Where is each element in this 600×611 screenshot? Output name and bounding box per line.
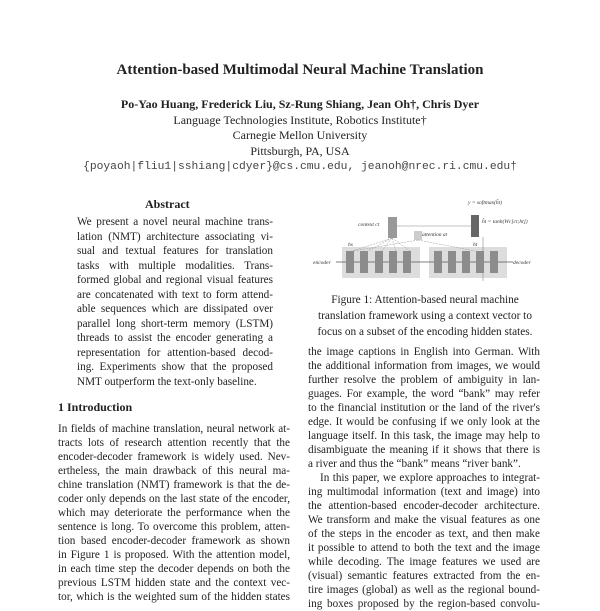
abstract-body	[77, 215, 273, 389]
text-line: threads to assist the encoder generating a	[77, 332, 273, 344]
text-line: the attention-based encoder-decoder architecture.	[308, 500, 540, 512]
caption-line: Figure 1: Attention-based neural machine	[331, 294, 519, 306]
section-heading-introduction: 1 Introduction	[58, 400, 133, 414]
lstm-cell	[448, 251, 456, 273]
attentional-hidden-state	[471, 215, 479, 237]
text-line: tracts lots of research attention recently that the	[58, 437, 290, 449]
lstm-cell	[346, 251, 354, 273]
text-line: encoder-decoder framework is widely used. Nev-	[58, 451, 290, 463]
text-line: ing boxes proposed by the region-based convolu-	[308, 598, 540, 610]
text-line: lation (NMT) architecture associating vi-	[77, 230, 273, 243]
text-line: We present a novel neural machine trans-	[77, 216, 273, 228]
lstm-cell	[360, 251, 368, 273]
text-line: in Figure 1 is proposed. With the attention model,	[58, 549, 290, 561]
text-line: tasks with multiple modalities. Trans-	[77, 259, 273, 272]
text-line: tire images (global) as well as the regional bound-	[308, 584, 540, 596]
text-line: of the steps in the encoder as text, and then make	[308, 528, 540, 540]
caption-line: translation framework using a context vector to	[318, 310, 532, 322]
lstm-cell	[403, 251, 411, 273]
lstm-cell	[462, 251, 470, 273]
text-line: ing multimodal information (text and image) into	[308, 486, 540, 498]
text-line: further resolve the problem of ambiguity in lan-	[308, 374, 540, 386]
text-line: formed global and regional visual features	[77, 274, 273, 286]
text-line: able sequences which are dissipated over	[77, 303, 273, 315]
attention-label: attention at	[422, 232, 448, 238]
lstm-cell	[434, 251, 442, 273]
text-line: NMT outperform the text-only baseline.	[77, 375, 257, 388]
text-line: language itself. In this task, the image may help to	[308, 430, 540, 442]
text-line: ing. Experiments show that the proposed	[77, 361, 273, 373]
context-vector	[388, 217, 397, 238]
caption-line: focus on a subset of the encoding hidden states.	[317, 326, 533, 338]
abstract-heading: Abstract	[145, 197, 190, 211]
attention-vector	[414, 231, 422, 240]
tanh-label: h̃t = tanh(Wc[ct;ht])	[482, 219, 528, 225]
text-line: a river and thus the “bank” means “river bank”.	[308, 458, 521, 470]
author-emails: {poyaoh|fliu1|sshiang|cdyer}@cs.cmu.edu, jeanoh@nrec.ri.cmu.edu†	[83, 161, 517, 173]
lstm-cell	[389, 251, 397, 273]
text-line: tion based encoder-decoder framework as shown	[58, 535, 290, 547]
text-line: In this paper, we explore approaches to integrat-	[320, 472, 540, 484]
text-line: parallel long short-term memory (LSTM)	[77, 317, 273, 330]
right-column-body	[308, 345, 540, 611]
context-label: context ct	[358, 222, 380, 228]
affiliation-location: Pittsburgh, PA, USA	[250, 144, 350, 158]
ht-label: ht	[473, 242, 478, 248]
text-line: which may deteriorate the performance when the	[58, 507, 290, 519]
text-line: sentence is long. To overcome this problem, atten-	[58, 521, 290, 533]
encoder-label: encoder	[313, 260, 331, 266]
affiliation-university: Carnegie Mellon University	[232, 128, 368, 142]
text-line: are concatenated with text to form attend-	[77, 288, 273, 301]
text-line: We transform and make the visual features as one	[308, 514, 540, 526]
text-line: guages. For example, the word “bank” may refer	[308, 388, 540, 400]
softmax-label: y = softmax(h̃t)	[468, 200, 502, 206]
authors: Po-Yao Huang, Frederick Liu, Sz-Rung Shiang, Jean Oh†, Chris Dyer	[120, 97, 480, 111]
text-line: the additional information from images, we would	[308, 360, 540, 372]
text-line: edge. It would be confusing if we only look at the	[308, 416, 540, 428]
introduction-body	[58, 422, 290, 604]
paper-title: Attention-based Multimodal Neural Machine Translation	[116, 62, 484, 78]
text-line: it possible to attend to both the text and the image	[308, 542, 540, 554]
figure-1-diagram	[308, 196, 540, 286]
lstm-cell	[375, 251, 383, 273]
text-line: sual and textual features for translation	[77, 245, 273, 257]
text-line: disambiguate the meaning if it shows that there is	[308, 444, 540, 456]
lstm-cell	[490, 251, 498, 273]
text-line: chine translation (NMT) framework is that the de-	[58, 479, 290, 491]
text-line: representation for attention-based decod-	[77, 346, 273, 359]
text-line: the image captions in English into German. With	[308, 346, 540, 358]
figure-1-caption	[300, 292, 550, 340]
text-line: coder only depends on the last state of the encoder,	[58, 493, 290, 505]
text-line: to the financial institution or the land of the river's	[308, 402, 540, 414]
text-line: in each time step the decoder depends on both the	[58, 563, 290, 575]
text-line: previous LSTM hidden state and the context vec-	[58, 577, 290, 589]
hs-label: hs	[348, 242, 353, 248]
text-line: (visual) semantic features extracted from the en-	[308, 570, 540, 582]
text-line: while decoding. The image features we used are	[308, 556, 540, 568]
text-line: tor, which is the weighted sum of the hidden states	[58, 591, 290, 603]
text-line: ertheless, the main drawback of this neural ma-	[58, 465, 290, 477]
text-line: In fields of machine translation, neural network at-	[58, 423, 290, 435]
decoder-label: decoder	[513, 260, 531, 266]
affiliation-institute: Language Technologies Institute, Robotics Institute†	[173, 113, 427, 127]
